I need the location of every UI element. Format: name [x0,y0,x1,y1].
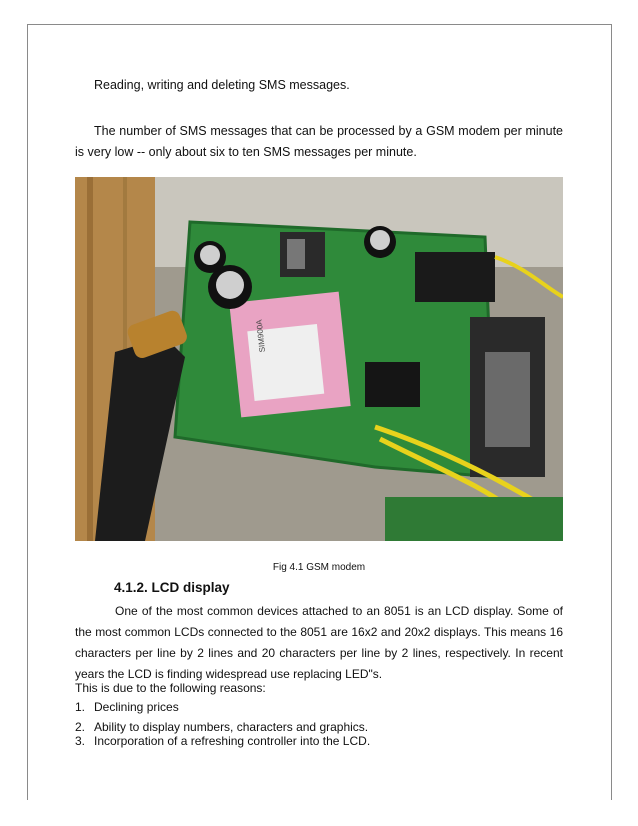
list-number: 2. [75,720,86,734]
section-heading: 4.1.2. LCD display [114,580,230,595]
list-number: 3. [75,734,86,748]
chip-label: SIM900A [254,319,267,353]
reasons-intro: This is due to the following reasons: [75,681,266,695]
figure-caption: Fig 4.1 GSM modem [272,562,366,573]
list-text: Ability to display numbers, characters and graphics. [94,720,369,734]
gsm-modem-illustration [75,177,563,541]
list-item [75,700,370,720]
list-number: 1. [75,700,86,714]
lcd-paragraph: One of the most common devices attached to an 8051 is an LCD display. Some of the most common LCDs connected to the 8051 are 16x2 and 20x2 displays. This means 16 characters per line by 2 lines and 20 characters per line by 2 lines, respectively. In recent years the LCD is finding widespread use replacing LED"s. [75,604,563,681]
list-text: Incorporation of a refreshing controller into the LCD. [94,734,371,748]
paragraph-sms-ops: Reading, writing and deleting SMS messages. [94,78,350,92]
paragraph-sms-rate: The number of SMS messages that can be processed by a GSM modem per minute is very low -- only about six to ten SMS messages per minute. [75,124,563,159]
reasons-list [75,700,370,748]
list-text: Declining prices [94,700,179,714]
list-item [75,734,370,748]
list-item [75,720,370,734]
gsm-modem-photo [75,177,563,541]
